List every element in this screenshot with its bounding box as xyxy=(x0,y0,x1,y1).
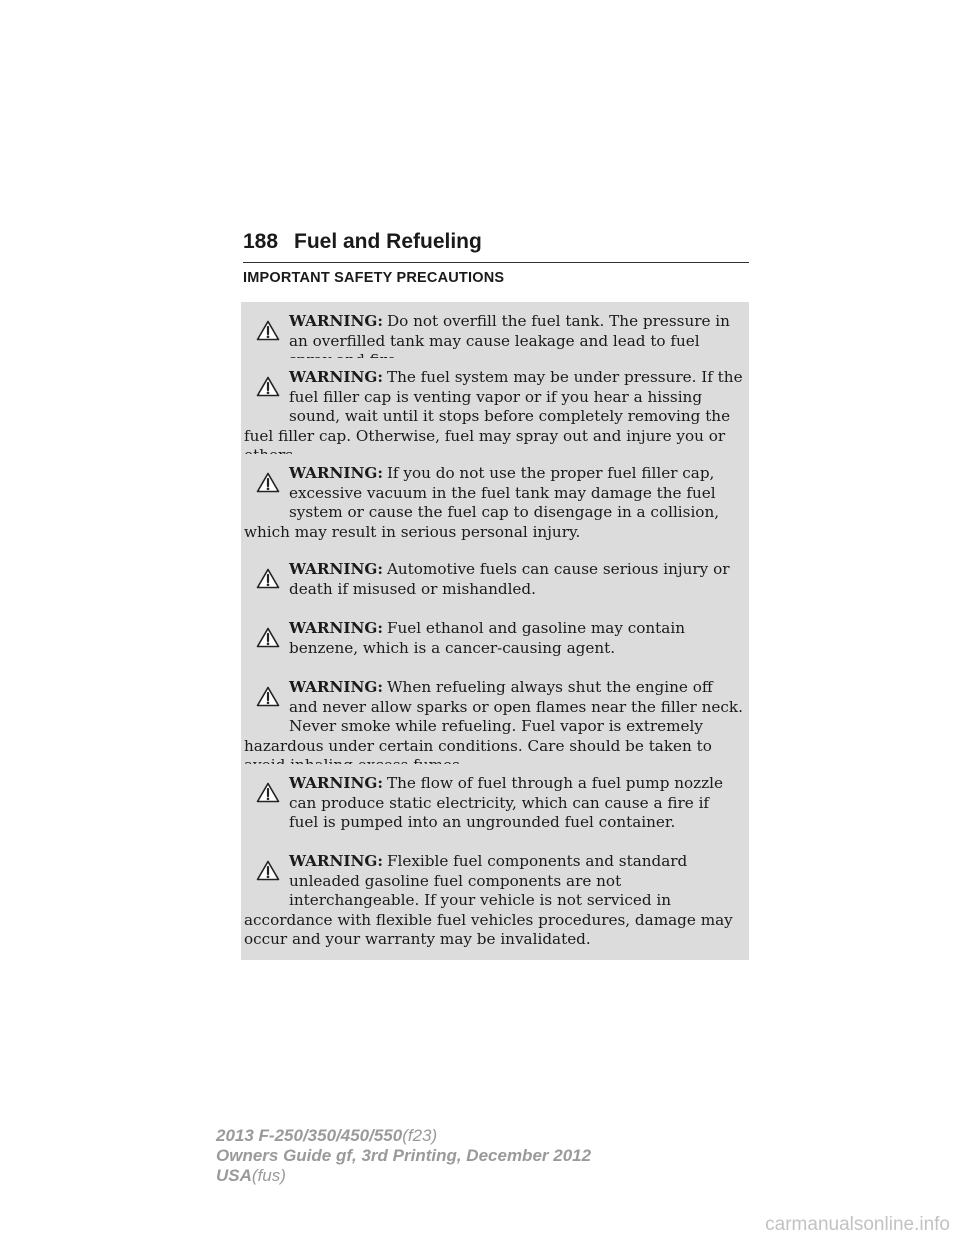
warning-text: The fuel system may be under pressure. If the fuel filler cap is venting vapor or if you hear a hissing sound, wait until it stops before completely removing the fuel filler cap. Otherwise, fuel may spray out and injure you or xyxy=(244,368,743,445)
footer-model-line: 2013 F-250/350/450/550(f23) xyxy=(216,1126,438,1145)
warning-triangle-icon xyxy=(244,560,288,600)
warning-label: WARNING: xyxy=(289,678,383,696)
warning-triangle-icon xyxy=(244,368,288,408)
warning-text: Automotive fuels can cause serious injury or death if misused or mishandled. xyxy=(289,560,730,598)
warning-triangle-icon xyxy=(244,852,288,892)
warning-box xyxy=(241,454,749,552)
warning-text: If you do not use the proper fuel filler cap, excessive vacuum in the fuel tank may damage the fuel system or cause the fuel cap to disengage in a collision, which may result in serious personal injury. xyxy=(244,464,720,541)
warning-triangle-icon xyxy=(244,619,288,659)
site-watermark: carmanualsonline.info xyxy=(765,1214,950,1235)
page-title: Fuel and Refueling xyxy=(294,230,482,253)
warning-triangle-icon xyxy=(244,312,288,352)
warning-triangle-icon xyxy=(244,774,288,814)
warning-label: WARNING: xyxy=(289,774,383,792)
warning-label: WARNING: xyxy=(289,368,383,386)
warning-box xyxy=(241,842,749,960)
warning-box xyxy=(241,550,749,610)
warning-text: Fuel ethanol and gasoline may contain benzene, which is a cancer-causing agent. xyxy=(289,619,685,657)
warning-triangle-icon xyxy=(244,678,288,718)
page-number: 188 xyxy=(243,230,279,253)
warning-label: WARNING: xyxy=(289,619,383,637)
footer-market-line: USA(fus) xyxy=(216,1166,286,1185)
warning-box xyxy=(241,764,749,843)
warning-label: WARNING: xyxy=(289,464,383,482)
warning-triangle-icon xyxy=(244,464,288,504)
page-header xyxy=(243,230,749,263)
warning-box xyxy=(241,609,749,669)
warning-text: When refueling always shut the engine off and never allow sparks or open flames near the filler neck. Never smoke while refueling. Fuel vapor is extremely hazardous under certain conditions. Care should be taken to xyxy=(244,678,743,755)
footer-printing-line: Owners Guide gf, 3rd Printing, December 2012 xyxy=(216,1146,592,1165)
warning-text: Flexible fuel components and standard unleaded gasoline fuel components are not interchangeable. If your vehicle is not serviced in accordance with flexible fuel vehicles procedures, damage may occur and your warranty may be invalidated. xyxy=(244,852,733,948)
document-footer xyxy=(216,1126,591,1186)
section-title: IMPORTANT SAFETY PRECAUTIONS xyxy=(243,270,505,286)
footer-model-code: (f23) xyxy=(402,1126,438,1145)
warning-label: WARNING: xyxy=(289,312,383,330)
warning-text: The flow of fuel through a fuel pump nozzle can produce static electricity, which can cause a fire if fuel is pumped into an ungrounded fuel container. xyxy=(289,774,724,831)
warning-label: WARNING: xyxy=(289,852,383,870)
warning-text: Do not overfill the fuel tank. The pressure in an overfilled tank may cause leakage and lead to fuel xyxy=(289,312,730,350)
footer-market-code: (fus) xyxy=(251,1166,286,1185)
warning-label: WARNING: xyxy=(289,560,383,578)
